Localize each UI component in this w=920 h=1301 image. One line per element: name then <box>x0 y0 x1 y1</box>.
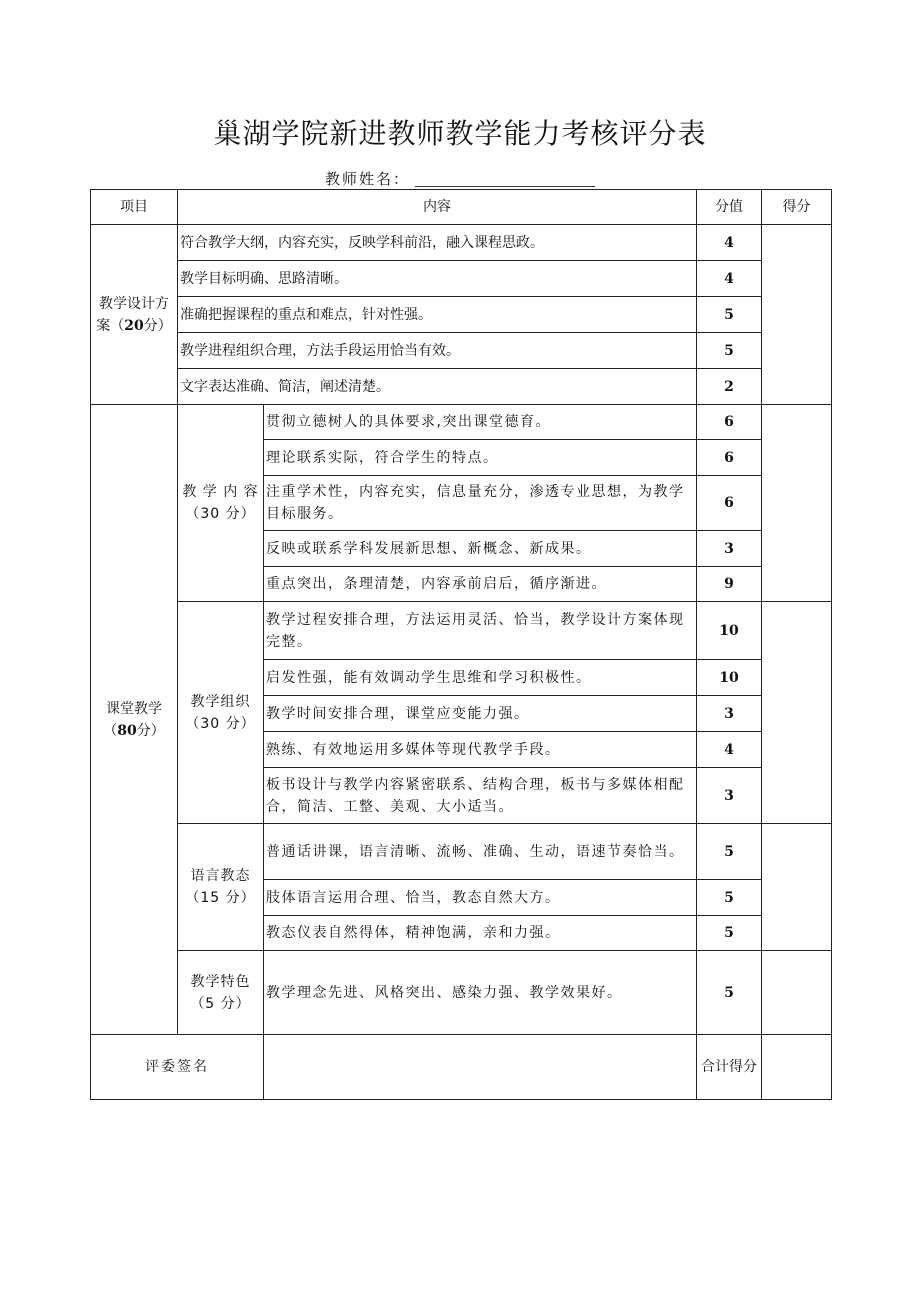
table-row <box>91 824 832 880</box>
criterion-text: 普通话讲课，语言清晰、流畅、准确、生动，语速节奏恰当。 <box>264 824 697 880</box>
criterion-text: 理论联系实际，符合学生的特点。 <box>264 440 697 476</box>
criterion-value: 3 <box>697 531 762 567</box>
criterion-value: 6 <box>697 440 762 476</box>
table-row <box>91 405 832 440</box>
criterion-value: 10 <box>697 602 762 660</box>
score-table <box>90 189 832 1100</box>
criterion-text: 重点突出，条理清楚，内容承前启后，循序渐进。 <box>264 567 697 602</box>
score-cell-language[interactable] <box>762 824 832 951</box>
score-cell-content[interactable] <box>762 405 832 602</box>
criterion-value: 3 <box>697 768 762 824</box>
subcategory-content: 教 学 内 容 （30 分） <box>178 405 264 602</box>
criterion-text: 注重学术性，内容充实，信息量充分，渗透专业思想，为教学目标服务。 <box>264 476 697 531</box>
criterion-text: 板书设计与教学内容紧密联系、结构合理，板书与多媒体相配合，简洁、工整、美观、大小适当。 <box>264 768 697 824</box>
page-title: 巢湖学院新进教师教学能力考核评分表 <box>213 117 707 150</box>
judge-signature-label: 评委签名 <box>91 1035 264 1100</box>
table-row <box>91 261 832 297</box>
criterion-value: 5 <box>697 916 762 951</box>
criterion-text: 准确把握课程的重点和难点，针对性强。 <box>178 297 697 333</box>
subcategory-feature: 教学特色 （5 分） <box>178 951 264 1035</box>
table-row <box>91 369 832 405</box>
criterion-text: 教学时间安排合理，课堂应变能力强。 <box>264 696 697 732</box>
table-row <box>91 333 832 369</box>
criterion-value: 4 <box>697 225 762 261</box>
table-row <box>91 951 832 1035</box>
criterion-value: 4 <box>697 261 762 297</box>
total-score-field[interactable] <box>762 1035 832 1100</box>
subcategory-language: 语言教态 （15 分） <box>178 824 264 951</box>
table-header-row <box>91 190 832 225</box>
footer-row <box>91 1035 832 1100</box>
criterion-text: 教学进程组织合理，方法手段运用恰当有效。 <box>178 333 697 369</box>
subcategory-organization: 教学组织 （30 分） <box>178 602 264 824</box>
criterion-text: 反映或联系学科发展新思想、新概念、新成果。 <box>264 531 697 567</box>
score-cell-feature[interactable] <box>762 951 832 1035</box>
criterion-value: 10 <box>697 660 762 696</box>
category-classroom: 课堂教学（80分） <box>91 405 178 1035</box>
criterion-text: 教学过程安排合理，方法运用灵活、恰当，教学设计方案体现完整。 <box>264 602 697 660</box>
table-row <box>91 297 832 333</box>
criterion-value: 5 <box>697 297 762 333</box>
score-cell-organization[interactable] <box>762 602 832 824</box>
category-design: 教学设计方案（20分） <box>91 225 178 405</box>
table-row <box>91 602 832 660</box>
header-score: 得分 <box>762 190 832 225</box>
criterion-text: 贯彻立德树人的具体要求,突出课堂德育。 <box>264 405 697 440</box>
criterion-value: 5 <box>697 824 762 880</box>
criterion-text: 启发性强，能有效调动学生思维和学习积极性。 <box>264 660 697 696</box>
criterion-value: 2 <box>697 369 762 405</box>
criterion-value: 4 <box>697 732 762 768</box>
criterion-text: 教学理念先进、风格突出、感染力强、教学效果好。 <box>264 951 697 1035</box>
criterion-text: 教学目标明确、思路清晰。 <box>178 261 697 297</box>
total-score-label: 合计得分 <box>697 1035 762 1100</box>
header-project: 项目 <box>91 190 178 225</box>
header-content: 内容 <box>178 190 697 225</box>
criterion-text: 符合教学大纲，内容充实，反映学科前沿，融入课程思政。 <box>178 225 697 261</box>
criterion-value: 6 <box>697 476 762 531</box>
judge-signature-field[interactable] <box>264 1035 697 1100</box>
criterion-value: 6 <box>697 405 762 440</box>
table-row <box>91 225 832 261</box>
header-value: 分值 <box>697 190 762 225</box>
criterion-value: 5 <box>697 951 762 1035</box>
teacher-name-label: 教师姓名： <box>325 170 411 188</box>
criterion-value: 5 <box>697 880 762 916</box>
criterion-text: 文字表达准确、简洁，阐述清楚。 <box>178 369 697 405</box>
criterion-text: 教态仪表自然得体，精神饱满，亲和力强。 <box>264 916 697 951</box>
criterion-text: 熟练、有效地运用多媒体等现代教学手段。 <box>264 732 697 768</box>
score-cell-design[interactable] <box>762 225 832 405</box>
teacher-name-field[interactable] <box>415 186 595 187</box>
criterion-value: 9 <box>697 567 762 602</box>
criterion-value: 5 <box>697 333 762 369</box>
criterion-value: 3 <box>697 696 762 732</box>
criterion-text: 肢体语言运用合理、恰当，教态自然大方。 <box>264 880 697 916</box>
